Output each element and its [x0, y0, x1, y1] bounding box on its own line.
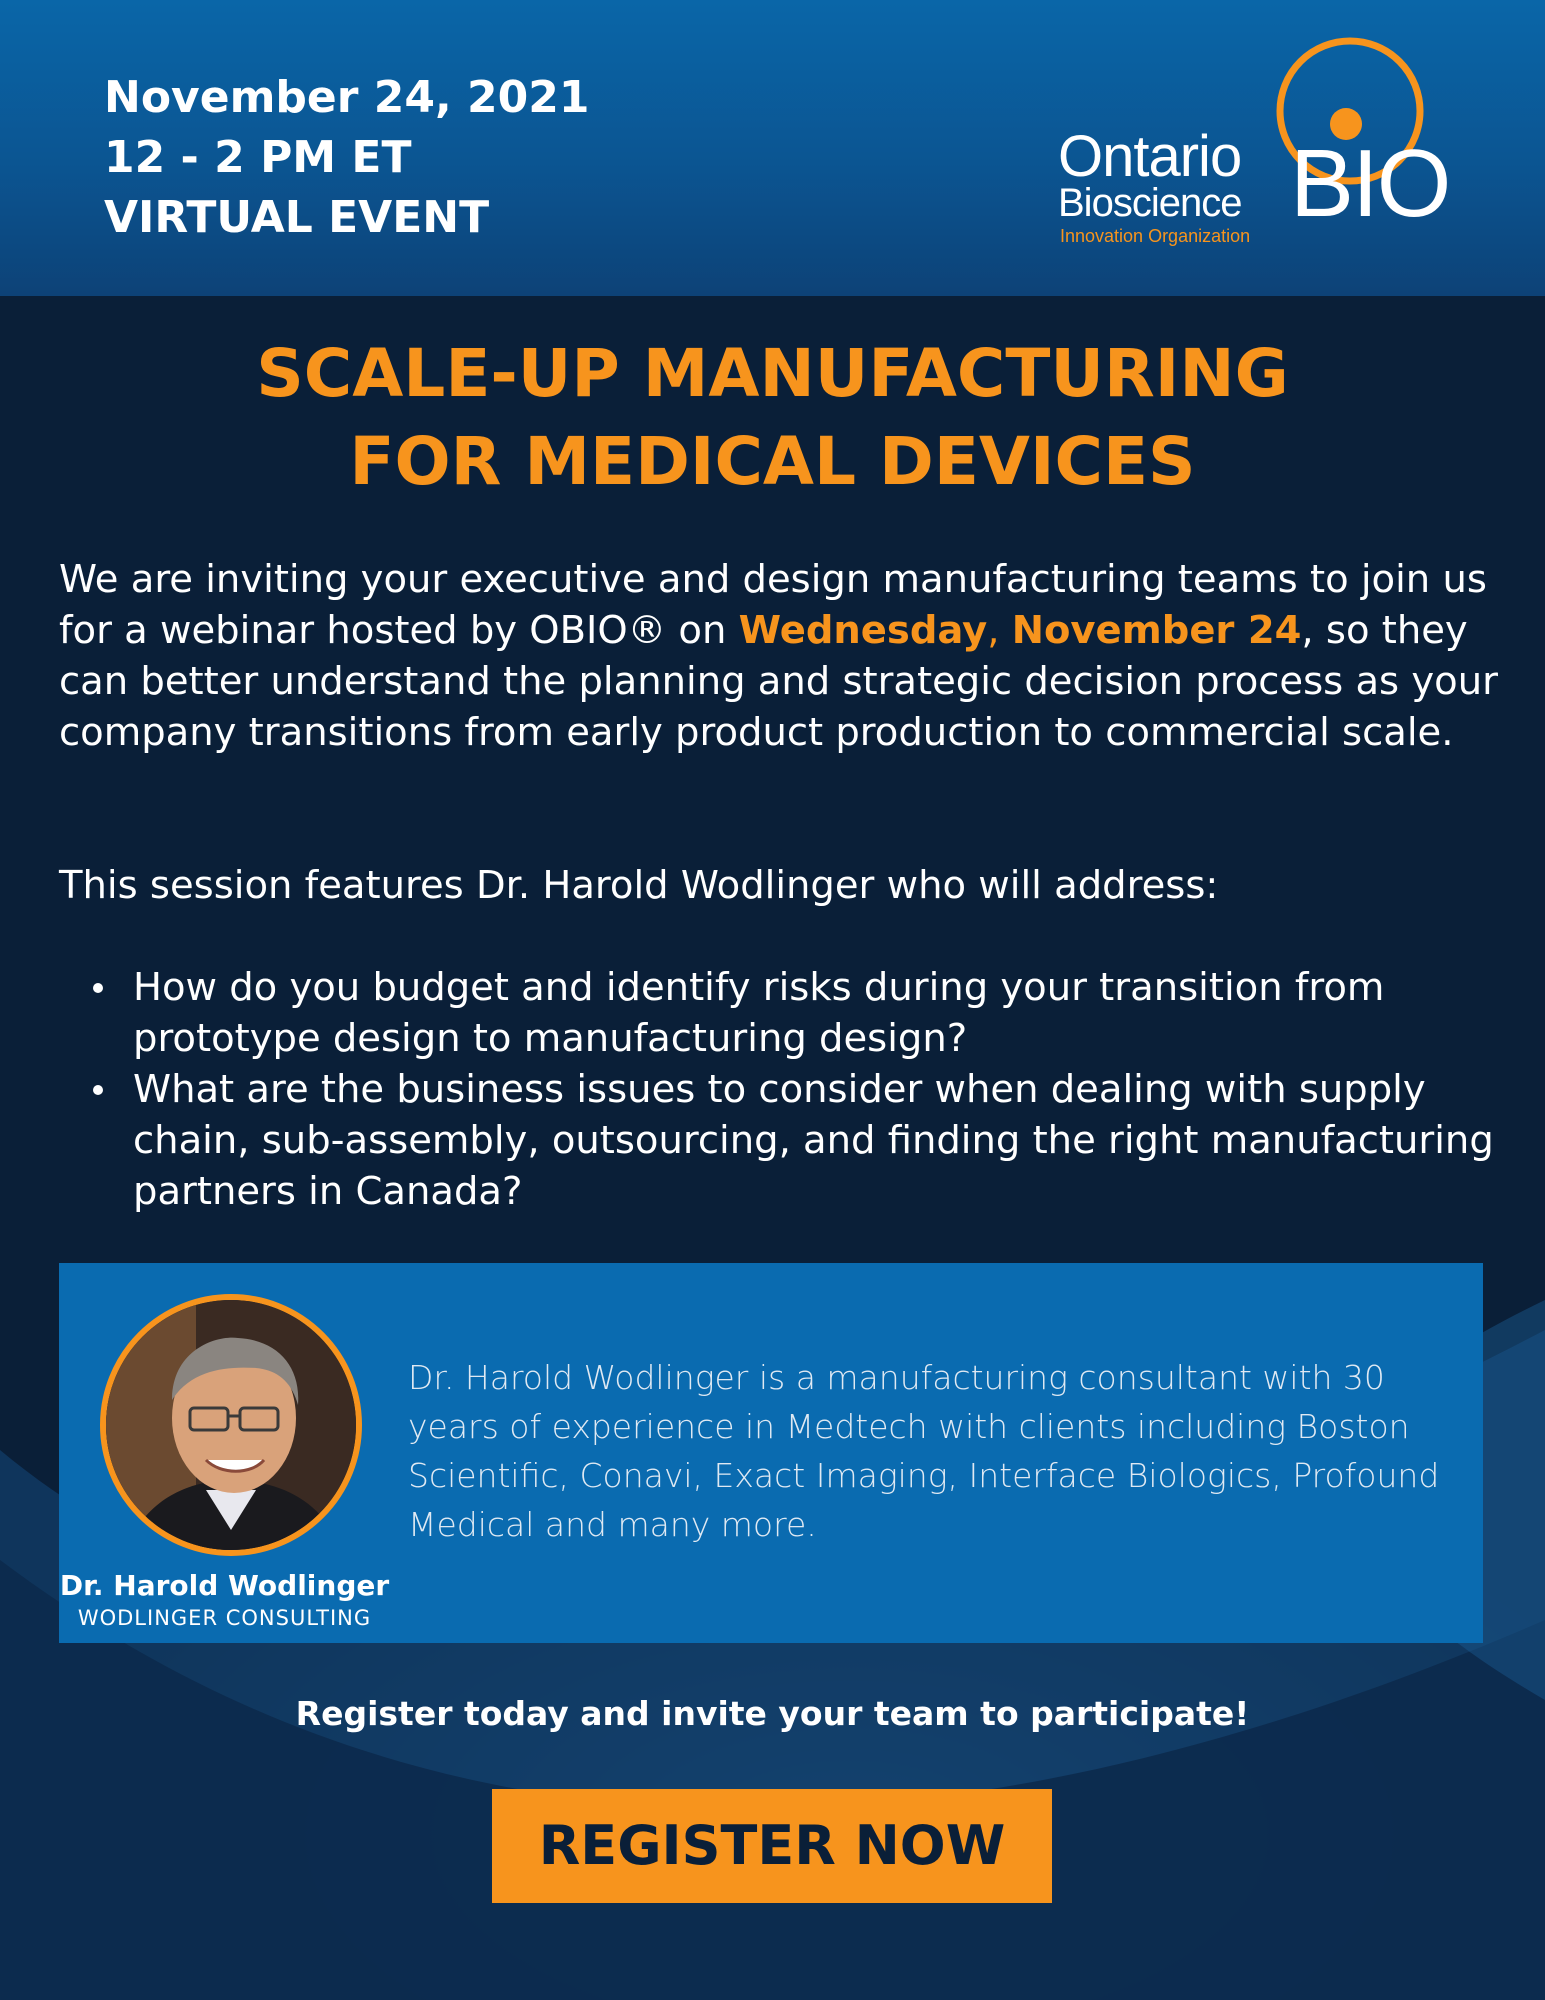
page-title: [0, 330, 1545, 506]
speaker-name: Dr. Harold Wodlinger: [59, 1569, 390, 1602]
list-item: [59, 1064, 1499, 1217]
speaker-photo: [100, 1294, 362, 1556]
list-item: [59, 962, 1499, 1064]
obio-logo: [1050, 36, 1470, 251]
speaker-portrait-icon: [106, 1300, 356, 1550]
list-item-text: How do you budget and identify risks during your transition from prototype design to manufacturing design?: [133, 965, 1385, 1061]
cta-text: Register today and invite your team to participate!: [295, 1694, 1250, 1733]
title-line-2: FOR MEDICAL DEVICES: [349, 423, 1196, 500]
topic-list: [59, 962, 1499, 1217]
speaker-bio-box: [59, 1263, 1483, 1643]
intro-paragraph: [59, 554, 1499, 758]
logo-ontario: Ontario: [1058, 124, 1242, 189]
event-format: VIRTUAL EVENT: [104, 192, 490, 243]
event-info: [104, 68, 590, 248]
intro-text-end: , so they can better understand the planning and strategic decision process as your company transitions from early product production to commercial scale.: [59, 608, 1498, 755]
header-banner: [0, 0, 1545, 296]
title-line-1: SCALE-UP MANUFACTURING: [256, 335, 1289, 412]
speaker-company: WODLINGER CONSULTING: [77, 1606, 372, 1630]
logo-bio-mark: BIO: [1290, 130, 1450, 237]
register-button-label: REGISTER NOW: [538, 1814, 1006, 1877]
bullet-icon: [93, 1085, 103, 1095]
intro-highlight-date: November 24: [1011, 608, 1302, 653]
logo-bioscience: Bioscience: [1058, 181, 1242, 225]
logo-innovation: Innovation Organization: [1060, 226, 1251, 246]
bullet-icon: [93, 983, 103, 993]
intro-highlight-day: Wednesday: [738, 608, 988, 653]
event-date: November 24, 2021: [104, 72, 590, 123]
intro-text: We are inviting your executive and design manufacturing teams to join us for a webinar hosted by OBIO® on: [59, 557, 1487, 653]
register-now-button[interactable]: [492, 1789, 1052, 1903]
event-time: 12 - 2 PM ET: [104, 132, 412, 183]
intro-comma: ,: [987, 608, 1012, 653]
session-intro: This session features Dr. Harold Wodlinger who will address:: [59, 863, 1219, 908]
list-item-text: What are the business issues to consider when dealing with supply chain, sub-assembly, outsourcing, and finding the right manufacturing partners in Canada?: [133, 1067, 1494, 1214]
speaker-bio-text: Dr. Harold Wodlinger is a manufacturing consultant with 30 years of experience in Medtech with clients including Boston Scientific, Conavi, Exact Imaging, Interface Biologics, Profound Medical and many more.: [408, 1358, 1440, 1544]
